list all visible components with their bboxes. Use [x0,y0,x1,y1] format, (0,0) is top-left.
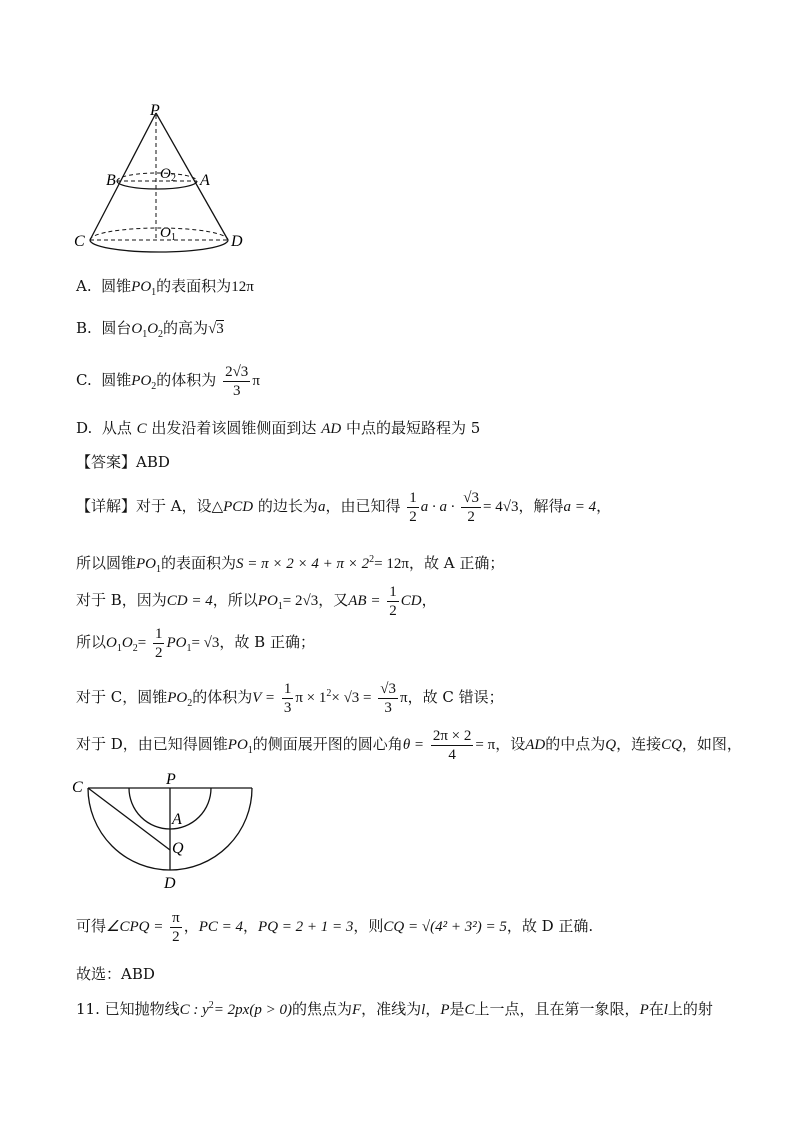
solution-line-7: 可得∠CPQ = $\frac{\pi}{2}$ ，PC = 4，PQ = 2 + 1 = 3，则CQ = √(4² + 3²) = 5，故 D 正确. [76,909,594,945]
solution-line-5: 对于 C，圆锥$PO_2$的体积为V = $\frac{1}{3}$ $\pi \times 1^2\times √3$ = $\frac{√3}{3}$ π，故 C 错误； [76,680,504,716]
solution-line-3: 对于 B，因为CD = 4，所以$PO_1= 2√3$，又AB = $\frac{1}{2}$ CD， [76,583,437,619]
label-O2: O [160,166,171,182]
label-C: C [74,233,85,250]
label-O2-sub: 2 [171,173,176,184]
label-O1-sub: 1 [171,232,176,243]
label-O1: O [160,225,171,241]
unrolled-surface-figure [66,768,266,894]
label-Q: Q [172,840,184,857]
option-d: D. 从点 C 出发沿着该圆锥侧面到达 AD 中点的最短路程为 5 [76,419,481,437]
solution-conclusion: 故选：ABD [76,965,155,983]
label-P: P [166,771,176,788]
option-c: C. 圆锥$PO_2$的体积为 $\frac{2√3}{3}$ π [76,363,260,399]
label-P: P [150,102,160,119]
solution-line-1: 【详解】对于 A，设△PCD 的边长为a，由已知得 $\frac{1}{2}$ a · a · $\frac{√3}{2}$ = 4√3，解得a = 4， [76,489,612,525]
question-11: 11. 已知抛物线C : $y^2= 2px(p > 0)$的焦点为F，准线为l，P是C上一点，且在第一象限，P在l上的射 [76,1000,713,1018]
solution-line-6: 对于 D，由已知得圆锥$PO_1$的侧面展开图的圆心角θ = $\frac{2\pi \times 2}{4}$ = π，设AD的中点为Q，连接CQ，如图， [76,727,742,763]
label-A: A [200,172,210,189]
option-a: A. 圆锥$PO_1$的表面积为12π [76,277,254,298]
label-B: B [106,172,116,189]
answer: 【答案】ABD [76,453,170,471]
solution-line-4: 所以$O_1O_2=$ $\frac{1}{2}$ $PO_1= √3$，故 B 正确； [76,625,315,661]
label-A: A [172,811,182,828]
label-D: D [164,875,176,892]
cone-figure [60,95,260,265]
option-b: B. 圆台$O_1O_2$的高为√3 [76,319,224,340]
label-C: C [72,779,83,796]
solution-line-2: 所以圆锥$PO_1$的表面积为$S = \pi \times 2 \times 4 + \pi \times 2^2= 12\pi$，故 A 正确； [76,554,505,575]
label-D: D [231,233,243,250]
